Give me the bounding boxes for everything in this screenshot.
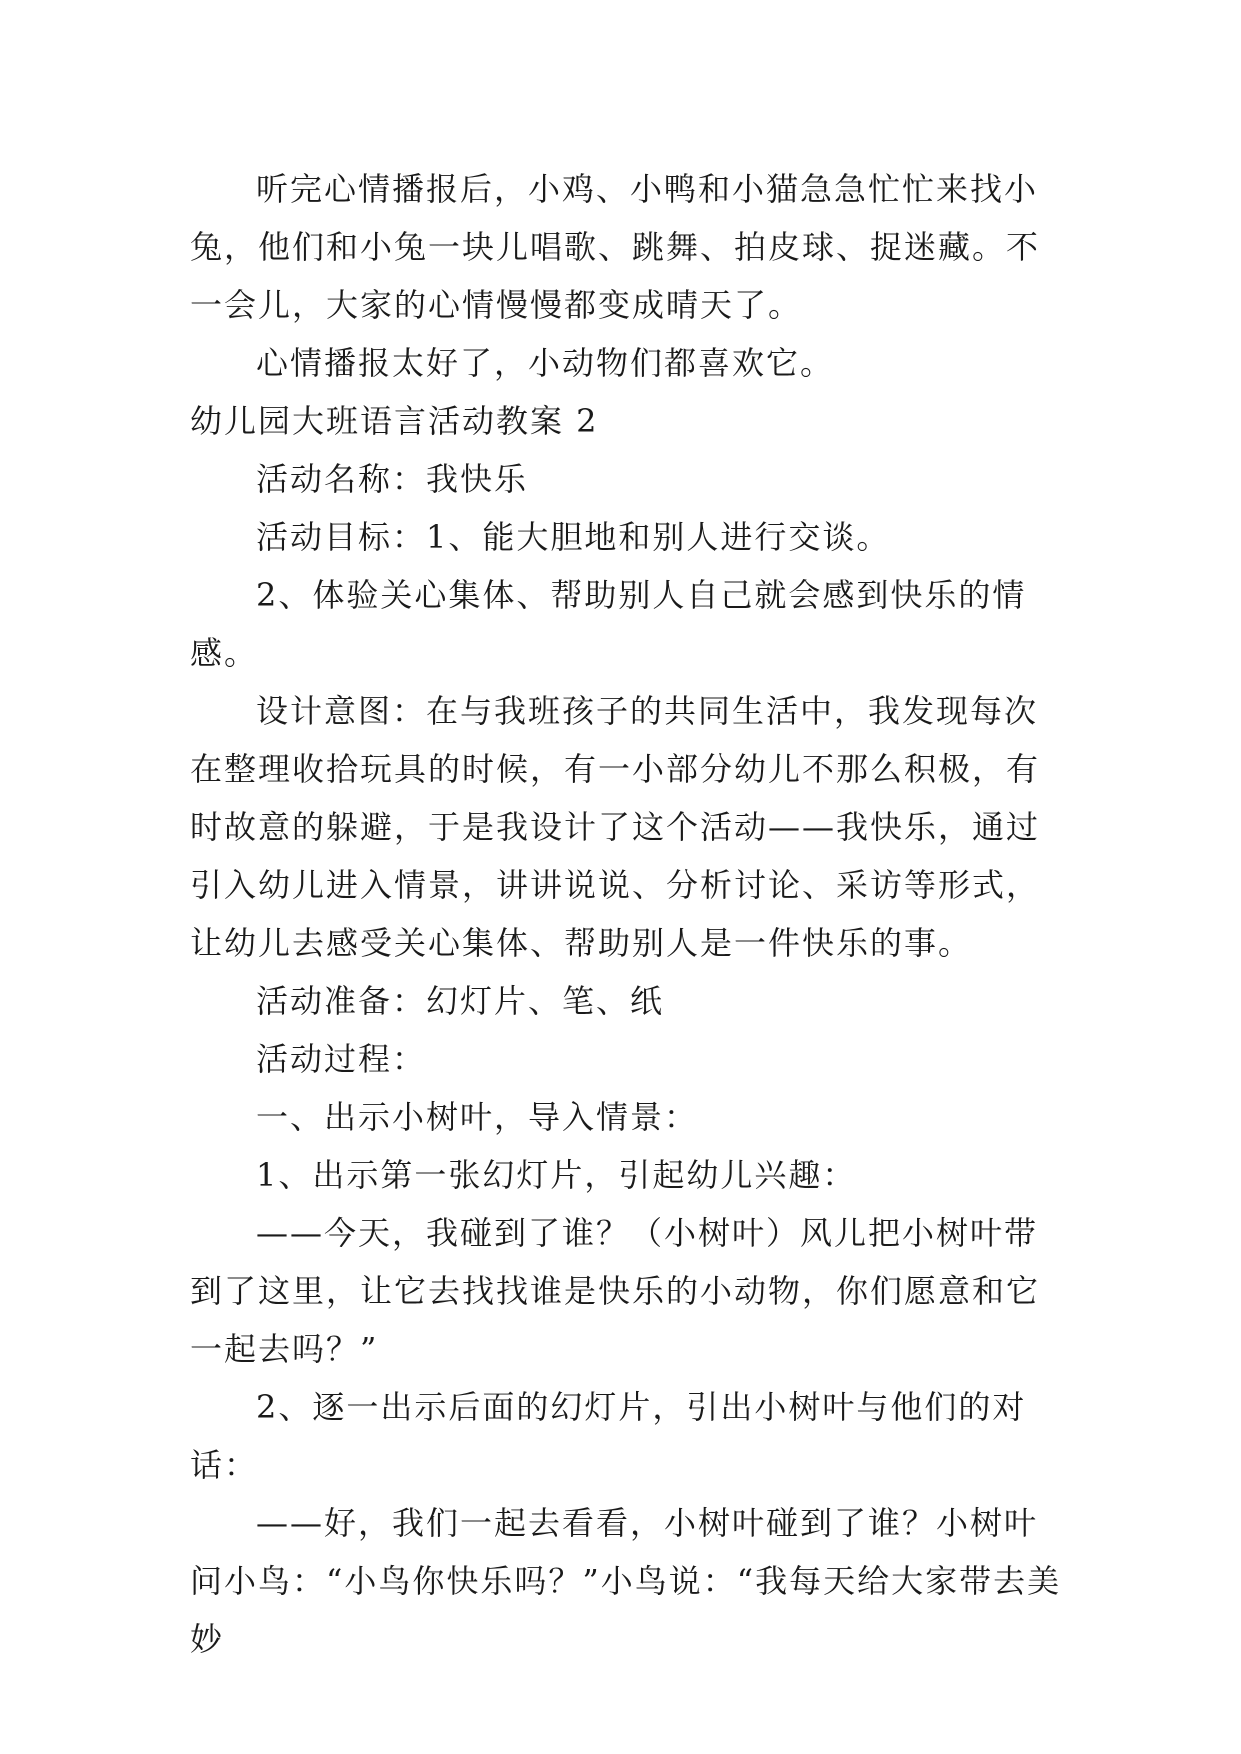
dialogue-paragraph-1: ——今天，我碰到了谁？（小树叶）风儿把小树叶带到了这里，让它去找找谁是快乐的小动物，你们愿意和它一起去吗？”	[190, 1214, 1041, 1368]
activity-name: 活动名称：我快乐	[256, 460, 529, 498]
activity-goal-1: 活动目标：1、能大胆地和别人进行交谈。	[256, 518, 891, 556]
document-body	[190, 160, 1070, 1668]
story-paragraph-2: 心情播报太好了，小动物们都喜欢它。	[256, 344, 835, 382]
process-substep-2: 2、逐一出示后面的幻灯片，引出小树叶与他们的对话：	[190, 1388, 1027, 1484]
process-step-1: 一、出示小树叶，导入情景：	[256, 1098, 699, 1136]
story-paragraph-1: 听完心情播报后，小鸡、小鸭和小猫急急忙忙来找小兔，他们和小兔一块儿唱歌、跳舞、拍皮球、捉迷藏。不一会儿，大家的心情慢慢都变成晴天了。	[190, 170, 1041, 324]
activity-goal-2: 2、体验关心集体、帮助别人自己就会感到快乐的情感。	[190, 576, 1027, 672]
design-intent: 设计意图：在与我班孩子的共同生活中，我发现每次在整理收拾玩具的时候，有一小部分幼儿不那么积极，有时故意的躲避，于是我设计了这个活动——我快乐，通过引入幼儿进入情景，讲讲说说、分析讨论、采访等形式，让幼儿去感受关心集体、帮助别人是一件快乐的事。	[190, 692, 1041, 962]
dialogue-paragraph-2: ——好，我们一起去看看，小树叶碰到了谁？小树叶问小鸟：“小鸟你快乐吗？”小鸟说：“我每天给大家带去美妙	[190, 1504, 1062, 1658]
activity-preparation: 活动准备：幻灯片、笔、纸	[256, 982, 665, 1020]
activity-process: 活动过程：	[256, 1040, 427, 1078]
section-title: 幼儿园大班语言活动教案 2	[190, 402, 599, 440]
process-substep-1: 1、出示第一张幻灯片，引起幼儿兴趣：	[256, 1156, 857, 1194]
